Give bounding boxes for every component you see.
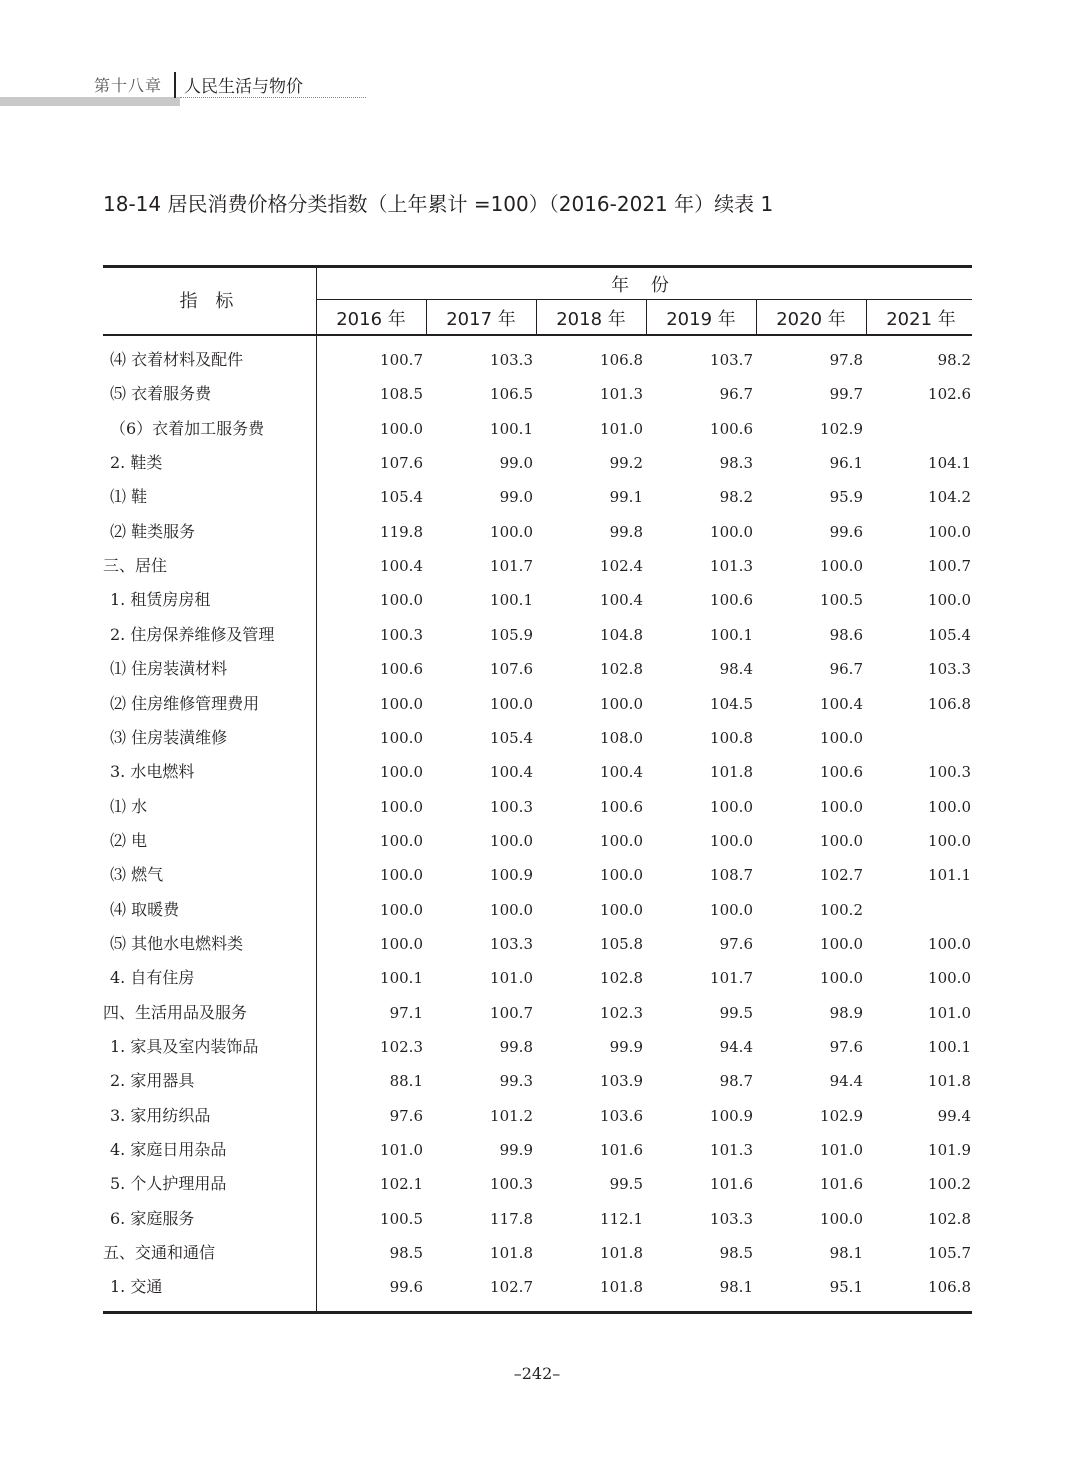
value-cell: 99.4 — [937, 1106, 971, 1125]
value-cell: 104.2 — [928, 488, 971, 507]
table-row — [103, 1099, 972, 1133]
value-cell: 100.0 — [380, 763, 423, 782]
value-cell: 100.0 — [928, 969, 971, 988]
table-row — [103, 480, 972, 514]
value-cell: 99.5 — [719, 1003, 753, 1022]
value-cell: 100.0 — [820, 728, 863, 747]
value-cell: 100.1 — [928, 1038, 971, 1056]
row-label: 3. 水电燃料 — [110, 762, 195, 782]
table-top-rule — [103, 265, 972, 268]
value-cell: 98.9 — [829, 1003, 863, 1022]
value-cell: 102.9 — [820, 1106, 863, 1125]
row-label: 2. 家用器具 — [110, 1071, 195, 1091]
value-cell: 103.3 — [710, 1209, 753, 1228]
value-cell: 102.8 — [600, 969, 643, 988]
year-header-2017: 2017 年 — [446, 309, 516, 330]
year-header-rule — [316, 299, 972, 300]
page-number: –242– — [513, 1364, 561, 1383]
value-cell: 99.1 — [609, 488, 643, 507]
value-cell: 101.8 — [600, 1244, 643, 1263]
table-row — [103, 790, 972, 824]
table-row — [103, 343, 972, 377]
row-label: 4. 家庭日用杂品 — [110, 1140, 227, 1160]
value-cell: 99.7 — [829, 385, 863, 404]
value-cell: 106.8 — [600, 351, 643, 369]
row-label: 1. 租赁房房租 — [110, 590, 211, 610]
value-cell: 108.5 — [380, 385, 423, 404]
value-cell: 107.6 — [490, 660, 533, 679]
value-cell: 100.0 — [600, 694, 643, 713]
value-cell: 101.0 — [928, 1003, 971, 1022]
table-row — [103, 1030, 972, 1064]
value-cell: 100.0 — [490, 694, 533, 713]
table-row — [103, 1270, 972, 1304]
value-cell: 100.0 — [820, 557, 863, 576]
value-cell: 105.4 — [928, 625, 971, 644]
value-cell: 98.7 — [719, 1072, 753, 1091]
value-cell: 97.1 — [389, 1003, 423, 1022]
value-cell: 100.4 — [600, 763, 643, 782]
row-label: ⑴ 水 — [110, 796, 148, 816]
value-cell: 108.7 — [710, 866, 753, 885]
row-label: ⑷ 取暖费 — [110, 899, 180, 919]
table-row — [103, 721, 972, 755]
row-label: ⑴ 鞋 — [110, 487, 148, 507]
row-label: ⑴ 住房装潢材料 — [110, 659, 228, 679]
value-cell: 100.0 — [380, 419, 423, 438]
value-cell: 101.8 — [928, 1072, 971, 1091]
table-row — [103, 1064, 972, 1098]
table-row — [103, 858, 972, 892]
value-cell: 99.0 — [499, 454, 533, 473]
value-cell: 101.0 — [380, 1141, 423, 1160]
value-cell: 100.2 — [820, 900, 863, 919]
value-cell: 100.0 — [820, 1209, 863, 1228]
table-row — [103, 377, 972, 411]
value-cell: 100.0 — [600, 866, 643, 885]
value-cell: 100.0 — [710, 522, 753, 541]
value-cell: 99.8 — [609, 522, 643, 541]
value-cell: 100.0 — [600, 831, 643, 850]
table-row — [103, 1133, 972, 1167]
value-cell: 102.1 — [380, 1175, 423, 1194]
value-cell: 95.1 — [829, 1278, 863, 1297]
value-cell: 105.4 — [380, 488, 423, 507]
value-cell: 112.1 — [600, 1209, 643, 1228]
value-cell: 100.2 — [928, 1175, 971, 1194]
table-row — [103, 618, 972, 652]
value-cell: 98.5 — [719, 1244, 753, 1263]
value-cell: 100.9 — [710, 1106, 753, 1125]
value-cell: 99.8 — [499, 1038, 533, 1056]
value-cell: 101.7 — [710, 969, 753, 988]
table-row — [103, 446, 972, 480]
value-cell: 97.6 — [719, 934, 753, 953]
value-cell: 100.1 — [490, 591, 533, 610]
value-cell: 104.8 — [600, 625, 643, 644]
table-row — [103, 755, 972, 789]
value-cell: 100.5 — [380, 1209, 423, 1228]
value-cell: 101.3 — [600, 385, 643, 404]
row-label: 5. 个人护理用品 — [110, 1174, 227, 1194]
value-cell: 101.3 — [710, 557, 753, 576]
row-label: 四、生活用品及服务 — [103, 1002, 248, 1022]
table-row — [103, 652, 972, 686]
value-cell: 99.5 — [609, 1175, 643, 1194]
value-cell: 105.9 — [490, 625, 533, 644]
value-cell: 100.4 — [490, 763, 533, 782]
value-cell: 99.2 — [609, 454, 643, 473]
value-cell: 100.0 — [490, 831, 533, 850]
value-cell: 103.9 — [600, 1072, 643, 1091]
value-cell: 100.0 — [820, 831, 863, 850]
value-cell: 107.6 — [380, 454, 423, 473]
row-label: ⑷ 衣着材料及配件 — [110, 350, 244, 369]
value-cell: 100.0 — [820, 934, 863, 953]
value-cell: 100.6 — [710, 419, 753, 438]
value-cell: 102.3 — [380, 1038, 423, 1056]
table-row — [103, 996, 972, 1030]
value-cell: 100.8 — [710, 728, 753, 747]
row-label: 2. 住房保养维修及管理 — [110, 624, 275, 644]
value-cell: 100.0 — [380, 866, 423, 885]
value-cell: 96.7 — [719, 385, 753, 404]
value-cell: 88.1 — [389, 1072, 423, 1091]
value-cell: 99.3 — [499, 1072, 533, 1091]
year-header-2019: 2019 年 — [666, 309, 736, 330]
header-dotted-rule — [180, 97, 366, 98]
row-label: （6）衣着加工服务费 — [110, 418, 265, 438]
value-cell: 100.0 — [928, 831, 971, 850]
value-cell: 101.6 — [600, 1141, 643, 1160]
value-cell: 102.8 — [600, 660, 643, 679]
value-cell: 101.1 — [928, 866, 971, 885]
value-cell: 100.6 — [380, 660, 423, 679]
value-cell: 100.0 — [928, 934, 971, 953]
value-cell: 100.7 — [928, 557, 971, 576]
value-cell: 100.0 — [820, 969, 863, 988]
value-cell: 100.6 — [820, 763, 863, 782]
value-cell: 103.7 — [710, 351, 753, 369]
table-header-rule — [103, 334, 972, 336]
value-cell: 102.7 — [490, 1278, 533, 1297]
value-cell: 101.2 — [490, 1106, 533, 1125]
value-cell: 100.0 — [928, 591, 971, 610]
value-cell: 100.7 — [380, 351, 423, 369]
value-cell: 100.5 — [820, 591, 863, 610]
value-cell: 100.0 — [380, 797, 423, 816]
value-cell: 98.4 — [719, 660, 753, 679]
value-cell: 99.6 — [389, 1278, 423, 1297]
year-header-2021: 2021 年 — [886, 309, 956, 330]
value-cell: 105.4 — [490, 728, 533, 747]
table-row — [103, 824, 972, 858]
value-cell: 117.8 — [490, 1209, 533, 1228]
value-cell: 102.8 — [928, 1209, 971, 1228]
value-cell: 94.4 — [719, 1038, 753, 1056]
value-cell: 103.6 — [600, 1106, 643, 1125]
value-cell: 98.5 — [389, 1244, 423, 1263]
value-cell: 100.0 — [490, 900, 533, 919]
value-cell: 100.0 — [710, 900, 753, 919]
value-cell: 101.6 — [820, 1175, 863, 1194]
table-row — [103, 961, 972, 995]
row-label: ⑸ 其他水电燃料类 — [110, 933, 244, 953]
value-cell: 102.9 — [820, 419, 863, 438]
value-cell: 100.7 — [490, 1003, 533, 1022]
row-label: 1. 家具及室内装饰品 — [110, 1037, 259, 1056]
value-cell: 100.0 — [380, 934, 423, 953]
value-cell: 100.0 — [928, 797, 971, 816]
value-cell: 100.4 — [600, 591, 643, 610]
value-cell: 100.1 — [710, 625, 753, 644]
value-cell: 99.0 — [499, 488, 533, 507]
value-cell: 98.2 — [937, 351, 971, 369]
value-cell: 101.9 — [928, 1141, 971, 1160]
value-cell: 100.3 — [490, 1175, 533, 1194]
row-label: 4. 自有住房 — [110, 968, 195, 988]
table-row — [103, 893, 972, 927]
value-cell: 102.3 — [600, 1003, 643, 1022]
value-cell: 108.0 — [600, 728, 643, 747]
table-row — [103, 412, 972, 446]
value-cell: 104.5 — [710, 694, 753, 713]
table-title: 18-14 居民消费价格分类指数（上年累计 =100）（2016-2021 年）续表 1 — [103, 192, 774, 216]
row-label: 三、居住 — [103, 556, 168, 576]
value-cell: 103.3 — [490, 934, 533, 953]
value-cell: 99.9 — [499, 1141, 533, 1160]
value-cell: 100.4 — [380, 557, 423, 576]
value-cell: 106.8 — [928, 694, 971, 713]
value-cell: 99.6 — [829, 522, 863, 541]
value-cell: 98.1 — [719, 1278, 753, 1297]
value-cell: 103.3 — [490, 351, 533, 369]
value-cell: 100.0 — [380, 900, 423, 919]
value-cell: 100.4 — [820, 694, 863, 713]
value-cell: 103.3 — [928, 660, 971, 679]
year-header-2016: 2016 年 — [336, 309, 406, 330]
row-label: 1. 交通 — [110, 1277, 163, 1297]
years-header: 年 份 — [611, 275, 677, 296]
value-cell: 100.0 — [380, 831, 423, 850]
table-row — [103, 687, 972, 721]
chapter-label: 第十八章 — [94, 76, 163, 95]
value-cell: 100.0 — [380, 694, 423, 713]
row-label: 2. 鞋类 — [110, 453, 163, 473]
header-bar — [0, 97, 180, 106]
value-cell: 100.3 — [928, 763, 971, 782]
table-row — [103, 1236, 972, 1270]
year-header-2020: 2020 年 — [776, 309, 846, 330]
value-cell: 104.1 — [928, 454, 971, 473]
value-cell: 100.0 — [380, 728, 423, 747]
row-label: ⑸ 衣着服务费 — [110, 384, 212, 404]
value-cell: 94.4 — [829, 1072, 863, 1091]
value-cell: 100.9 — [490, 866, 533, 885]
header-separator — [174, 72, 176, 98]
value-cell: 102.6 — [928, 385, 971, 404]
value-cell: 101.0 — [820, 1141, 863, 1160]
value-cell: 98.2 — [719, 488, 753, 507]
value-cell: 106.8 — [928, 1278, 971, 1297]
value-cell: 100.0 — [600, 900, 643, 919]
value-cell: 100.0 — [928, 522, 971, 541]
value-cell: 106.5 — [490, 385, 533, 404]
value-cell: 100.0 — [710, 831, 753, 850]
value-cell: 101.0 — [490, 969, 533, 988]
value-cell: 100.3 — [380, 625, 423, 644]
row-label: 五、交通和通信 — [103, 1243, 216, 1263]
value-cell: 100.6 — [600, 797, 643, 816]
row-label: 6. 家庭服务 — [110, 1208, 195, 1228]
value-cell: 101.8 — [710, 763, 753, 782]
value-cell: 97.6 — [829, 1038, 863, 1056]
value-cell: 100.0 — [710, 797, 753, 816]
value-cell: 105.7 — [928, 1244, 971, 1263]
value-cell: 98.6 — [829, 625, 863, 644]
row-label: ⑵ 电 — [110, 830, 148, 850]
indicator-header: 指 标 — [179, 291, 240, 312]
value-cell: 97.8 — [829, 351, 863, 369]
value-cell: 95.9 — [829, 488, 863, 507]
value-cell: 98.1 — [829, 1244, 863, 1263]
value-cell: 101.6 — [710, 1175, 753, 1194]
value-cell: 101.3 — [710, 1141, 753, 1160]
value-cell: 97.6 — [389, 1106, 423, 1125]
row-label: 3. 家用纺织品 — [110, 1105, 211, 1125]
row-label: ⑵ 住房维修管理费用 — [110, 693, 260, 713]
value-cell: 100.0 — [490, 522, 533, 541]
value-cell: 101.7 — [490, 557, 533, 576]
value-cell: 99.9 — [609, 1038, 643, 1056]
value-cell: 100.6 — [710, 591, 753, 610]
value-cell: 101.8 — [600, 1278, 643, 1297]
value-cell: 96.7 — [829, 660, 863, 679]
row-label: ⑶ 燃气 — [110, 865, 164, 885]
value-cell: 98.3 — [719, 454, 753, 473]
value-cell: 102.7 — [820, 866, 863, 885]
row-label: ⑶ 住房装潢维修 — [110, 727, 228, 747]
value-cell: 100.1 — [490, 419, 533, 438]
year-header-2018: 2018 年 — [556, 309, 626, 330]
table-row — [103, 549, 972, 583]
value-cell: 101.8 — [490, 1244, 533, 1263]
value-cell: 100.1 — [380, 969, 423, 988]
table-bottom-rule — [103, 1311, 972, 1314]
value-cell: 105.8 — [600, 934, 643, 953]
table-row — [103, 583, 972, 617]
chapter-title: 人民生活与物价 — [184, 77, 303, 97]
value-cell: 100.0 — [380, 591, 423, 610]
row-label: ⑵ 鞋类服务 — [110, 521, 196, 541]
table-row — [103, 927, 972, 961]
table-row — [103, 515, 972, 549]
value-cell: 100.0 — [820, 797, 863, 816]
value-cell: 101.0 — [600, 419, 643, 438]
value-cell: 100.3 — [490, 797, 533, 816]
value-cell: 102.4 — [600, 557, 643, 576]
value-cell: 119.8 — [380, 522, 423, 541]
value-cell: 96.1 — [829, 454, 863, 473]
table-row — [103, 1202, 972, 1236]
table-row — [103, 1167, 972, 1201]
